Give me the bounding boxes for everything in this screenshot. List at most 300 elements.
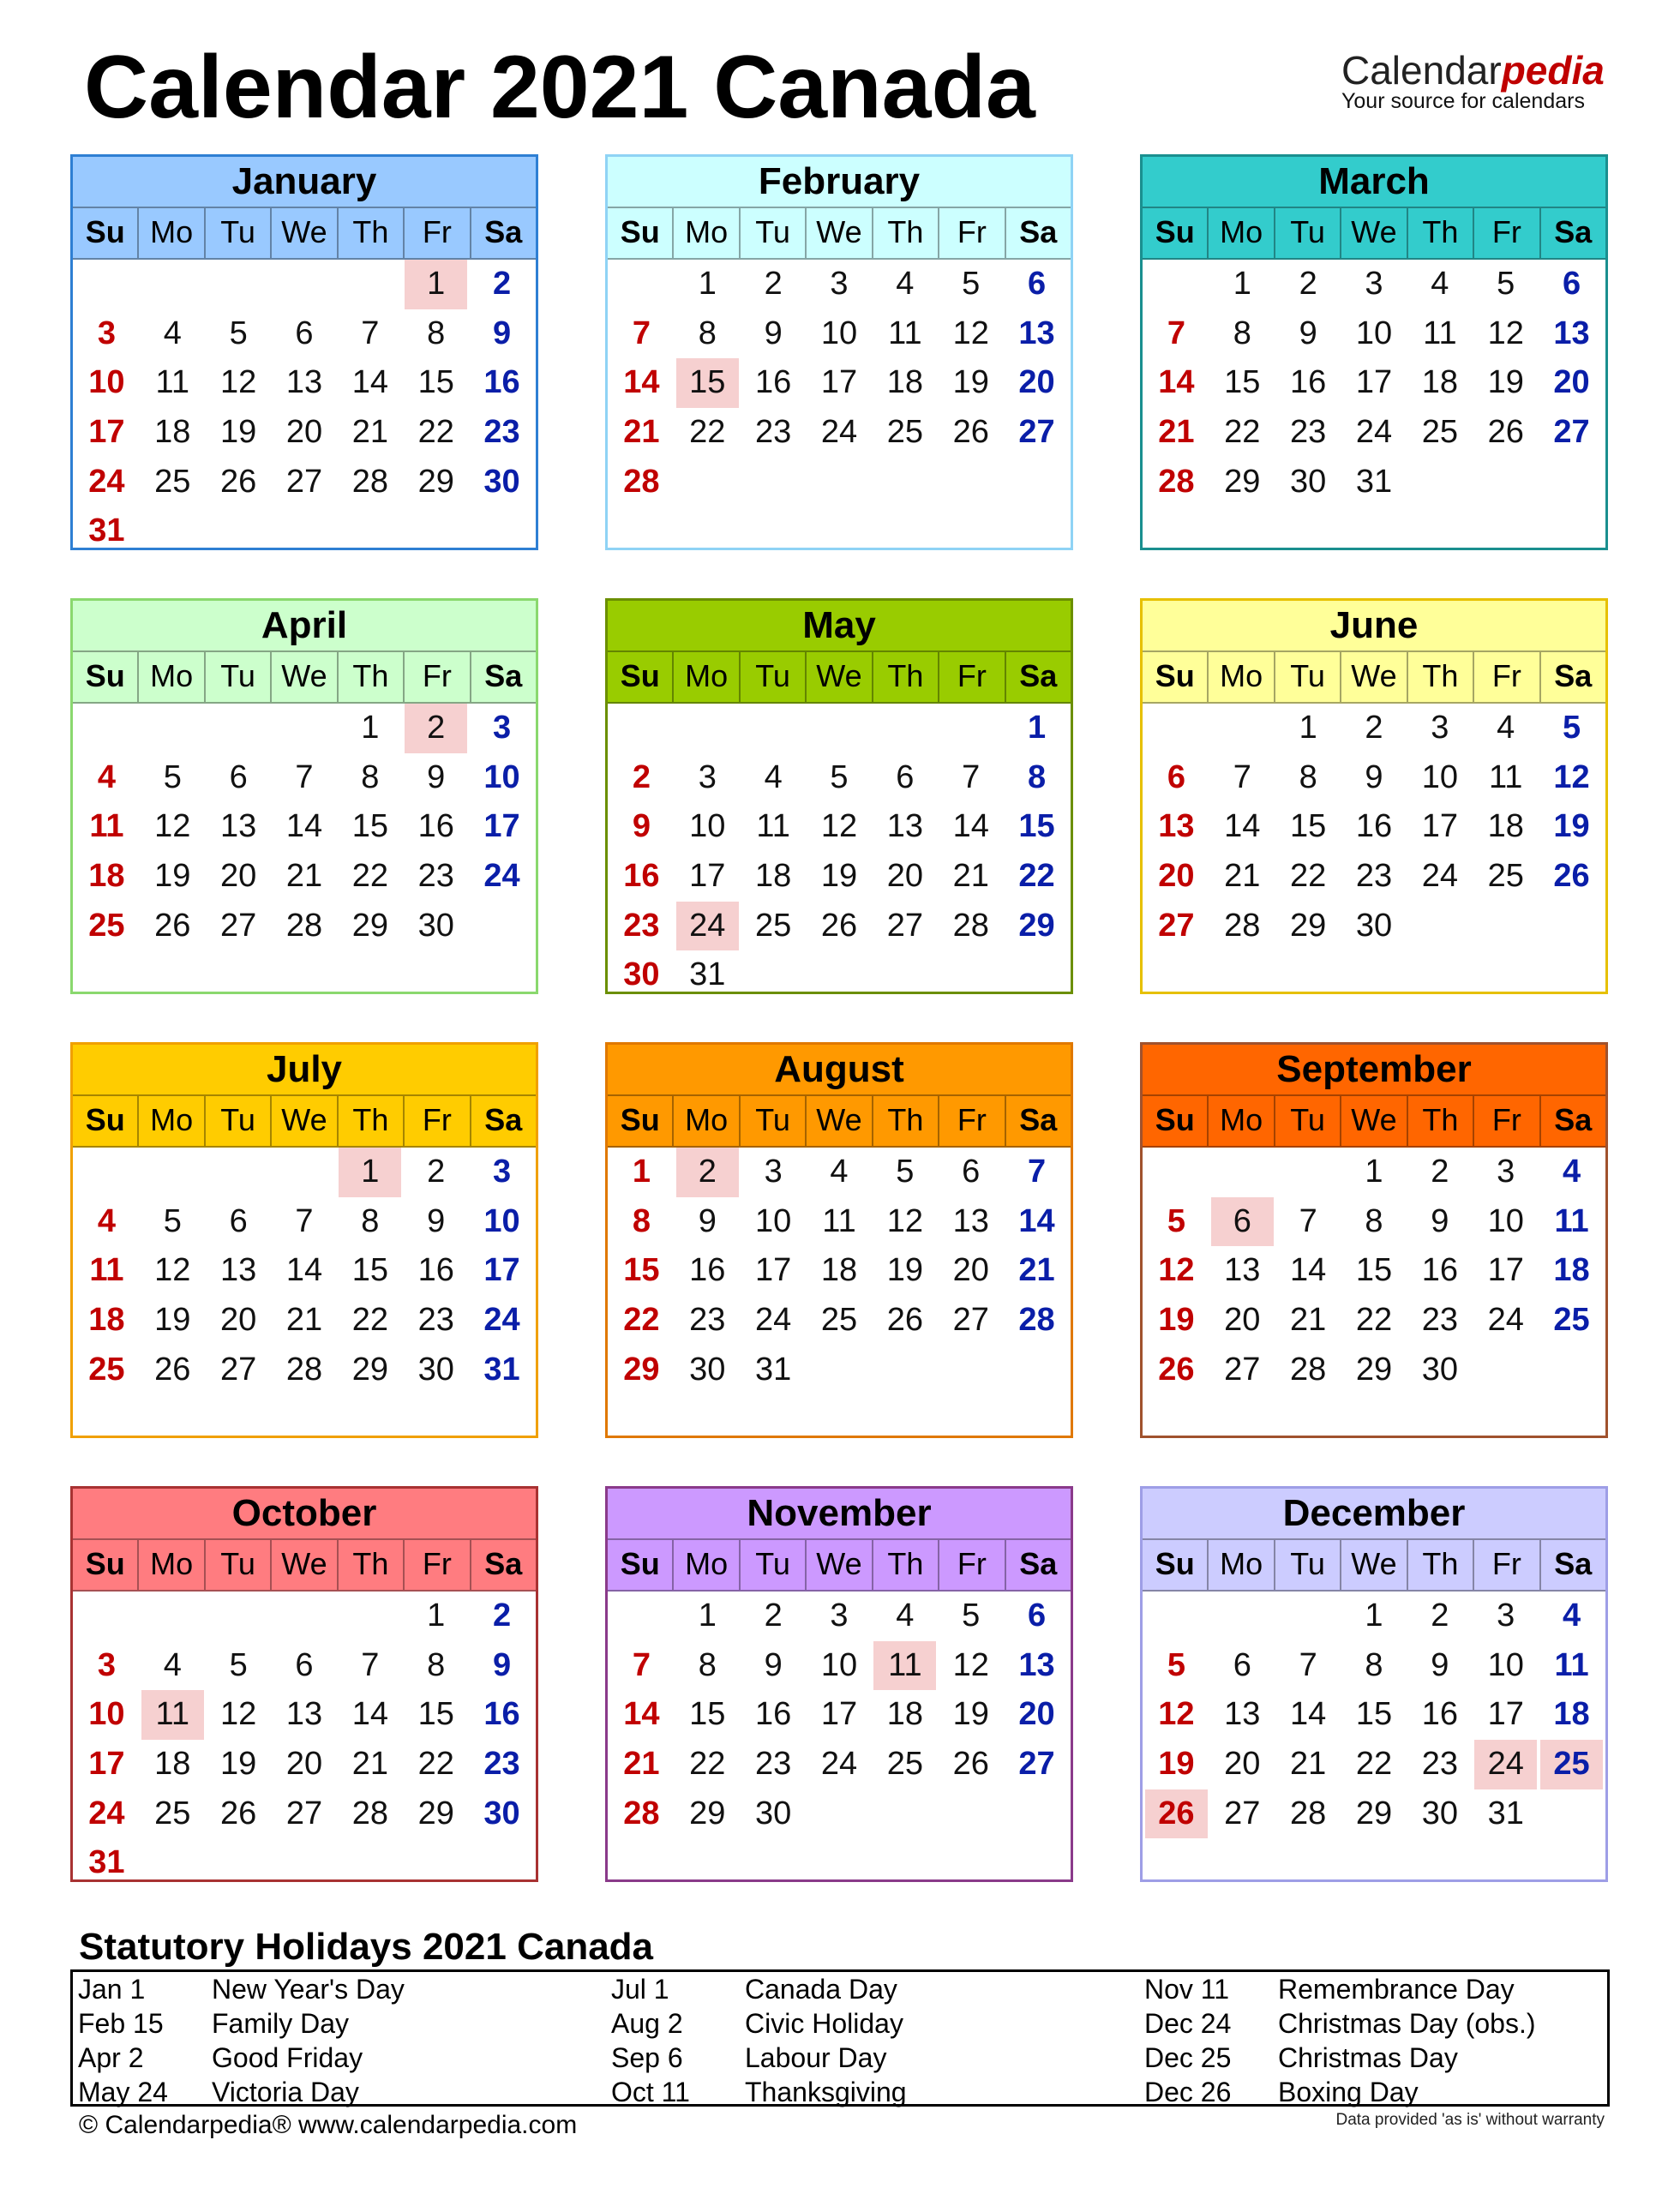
day-cell[interactable]: 26 (952, 1746, 989, 1783)
day-cell[interactable]: 17 (820, 364, 858, 401)
day-cell[interactable]: 10 (1487, 1202, 1524, 1239)
day-cell[interactable]: 19 (219, 414, 257, 451)
day-cell[interactable]: 28 (1018, 1302, 1055, 1339)
day-cell[interactable]: 28 (952, 907, 989, 944)
day-cell[interactable]: 7 (361, 315, 380, 351)
day-cell[interactable]: 21 (1158, 414, 1195, 451)
day-cell[interactable]: 30 (483, 463, 520, 500)
day-cell[interactable]: 23 (1355, 858, 1393, 895)
day-cell[interactable]: 18 (1487, 808, 1524, 845)
day-cell[interactable]: 12 (219, 1696, 257, 1733)
day-cell[interactable]: 31 (754, 1351, 792, 1388)
day-cell[interactable]: 4 (1562, 1154, 1581, 1190)
day-cell[interactable]: 19 (1553, 808, 1590, 845)
day-cell[interactable]: 27 (219, 1351, 257, 1388)
day-cell[interactable]: 15 (351, 1252, 388, 1289)
day-cell[interactable]: 17 (1487, 1252, 1524, 1289)
day-cell[interactable]: 21 (351, 414, 388, 451)
day-cell[interactable]: 27 (285, 1795, 323, 1831)
day-cell[interactable]: 2 (632, 758, 651, 795)
day-cell[interactable]: 7 (1233, 758, 1251, 795)
day-cell[interactable]: 3 (97, 1646, 116, 1683)
day-cell[interactable]: 29 (417, 1795, 454, 1831)
day-cell[interactable]: 11 (756, 808, 790, 845)
day-cell[interactable]: 6 (1562, 266, 1581, 302)
day-cell[interactable]: 25 (154, 1795, 191, 1831)
day-cell[interactable]: 14 (952, 808, 989, 845)
day-cell[interactable]: 19 (1487, 364, 1524, 401)
day-cell[interactable]: 8 (1365, 1202, 1383, 1239)
day-cell[interactable]: 9 (632, 808, 651, 845)
day-cell[interactable]: 24 (88, 463, 125, 500)
day-cell[interactable]: 2 (1365, 710, 1383, 746)
day-cell[interactable]: 16 (417, 808, 454, 845)
day-cell[interactable]: 3 (1497, 1154, 1515, 1190)
footer-copyright[interactable]: © Calendarpedia® www.calendarpedia.com (79, 2111, 578, 2139)
day-cell[interactable]: 3 (1365, 266, 1383, 302)
day-cell[interactable]: 9 (427, 1202, 446, 1239)
day-cell[interactable]: 15 (1355, 1252, 1393, 1289)
day-cell[interactable]: 22 (351, 1302, 388, 1339)
day-cell[interactable]: 8 (1027, 758, 1047, 795)
day-cell[interactable]: 8 (427, 315, 446, 351)
day-cell[interactable]: 30 (1355, 907, 1393, 944)
day-cell[interactable]: 13 (1224, 1696, 1261, 1733)
day-cell[interactable]: 7 (295, 758, 314, 795)
day-cell[interactable]: 20 (1158, 858, 1195, 895)
day-cell[interactable]: 15 (689, 1696, 726, 1733)
day-cell[interactable]: 1 (1299, 710, 1317, 746)
day-cell[interactable]: 6 (1027, 266, 1047, 302)
day-cell[interactable]: 26 (154, 1351, 191, 1388)
day-cell[interactable]: 30 (754, 1795, 792, 1831)
day-cell[interactable]: 22 (1018, 858, 1055, 895)
day-cell[interactable]: 11 (89, 1252, 124, 1289)
day-cell[interactable]: 24 (754, 1302, 792, 1339)
day-cell[interactable]: 20 (952, 1252, 989, 1289)
day-cell[interactable]: 25 (754, 907, 792, 944)
day-cell[interactable]: 11 (1554, 1646, 1589, 1683)
day-cell[interactable]: 18 (154, 414, 191, 451)
day-cell[interactable]: 3 (1431, 710, 1449, 746)
day-cell[interactable]: 30 (1421, 1351, 1458, 1388)
day-cell[interactable]: 6 (229, 758, 248, 795)
day-cell[interactable]: 9 (492, 1646, 512, 1683)
day-cell[interactable]: 2 (764, 266, 783, 302)
day-cell[interactable]: 30 (417, 1351, 454, 1388)
day-cell[interactable]: 7 (1167, 315, 1185, 351)
day-cell[interactable]: 23 (417, 858, 454, 895)
day-cell[interactable]: 8 (361, 1202, 380, 1239)
day-cell[interactable]: 24 (483, 1302, 520, 1339)
day-cell[interactable]: 23 (689, 1302, 726, 1339)
day-cell[interactable]: 8 (1299, 758, 1317, 795)
day-cell[interactable]: 23 (754, 1746, 792, 1783)
day-cell[interactable]: 7 (1299, 1646, 1317, 1683)
day-cell[interactable]: 20 (285, 414, 323, 451)
day-cell[interactable]: 13 (285, 364, 323, 401)
day-cell[interactable]: 15 (351, 808, 388, 845)
day-cell[interactable]: 12 (154, 808, 191, 845)
day-cell[interactable]: 3 (492, 710, 512, 746)
day-cell[interactable]: 21 (285, 1302, 323, 1339)
day-cell[interactable]: 20 (886, 858, 923, 895)
day-cell[interactable]: 27 (1158, 907, 1195, 944)
day-cell[interactable]: 19 (820, 858, 858, 895)
day-cell[interactable]: 5 (962, 266, 981, 302)
day-cell[interactable]: 13 (1018, 1646, 1055, 1683)
day-cell[interactable]: 4 (97, 1202, 116, 1239)
day-cell[interactable]: 17 (1487, 1696, 1524, 1733)
day-cell[interactable]: 22 (689, 1746, 726, 1783)
day-cell[interactable]: 15 (623, 1252, 660, 1289)
day-cell[interactable]: 19 (886, 1252, 923, 1289)
holiday-day-cell[interactable]: 24 (676, 902, 739, 951)
day-cell[interactable]: 20 (219, 1302, 257, 1339)
day-cell[interactable]: 10 (754, 1202, 792, 1239)
day-cell[interactable]: 24 (88, 1795, 125, 1831)
day-cell[interactable]: 19 (1158, 1746, 1195, 1783)
day-cell[interactable]: 26 (219, 463, 257, 500)
day-cell[interactable]: 9 (764, 315, 783, 351)
day-cell[interactable]: 11 (155, 364, 189, 401)
day-cell[interactable]: 25 (886, 1746, 923, 1783)
day-cell[interactable]: 26 (1487, 414, 1524, 451)
day-cell[interactable]: 29 (1018, 907, 1055, 944)
day-cell[interactable]: 22 (417, 1746, 454, 1783)
day-cell[interactable]: 6 (1027, 1598, 1047, 1634)
day-cell[interactable]: 11 (1554, 1202, 1589, 1239)
day-cell[interactable]: 30 (623, 956, 660, 993)
day-cell[interactable]: 1 (1233, 266, 1251, 302)
day-cell[interactable]: 6 (295, 1646, 314, 1683)
day-cell[interactable]: 22 (1289, 858, 1327, 895)
day-cell[interactable]: 26 (154, 907, 191, 944)
holiday-day-cell[interactable]: 6 (1211, 1197, 1274, 1247)
day-cell[interactable]: 15 (417, 364, 454, 401)
day-cell[interactable]: 12 (952, 1646, 989, 1683)
day-cell[interactable]: 1 (632, 1154, 651, 1190)
day-cell[interactable]: 20 (1224, 1302, 1261, 1339)
day-cell[interactable]: 22 (417, 414, 454, 451)
day-cell[interactable]: 21 (623, 1746, 660, 1783)
day-cell[interactable]: 17 (88, 414, 125, 451)
day-cell[interactable]: 19 (219, 1746, 257, 1783)
holiday-day-cell[interactable]: 2 (405, 704, 467, 753)
day-cell[interactable]: 10 (820, 315, 858, 351)
day-cell[interactable]: 23 (483, 1746, 520, 1783)
day-cell[interactable]: 7 (1027, 1154, 1047, 1190)
day-cell[interactable]: 24 (483, 858, 520, 895)
day-cell[interactable]: 28 (285, 1351, 323, 1388)
day-cell[interactable]: 8 (632, 1202, 651, 1239)
holiday-day-cell[interactable]: 24 (1474, 1740, 1537, 1789)
day-cell[interactable]: 14 (623, 1696, 660, 1733)
day-cell[interactable]: 28 (623, 463, 660, 500)
day-cell[interactable]: 3 (698, 758, 717, 795)
day-cell[interactable]: 2 (1431, 1154, 1449, 1190)
day-cell[interactable]: 16 (689, 1252, 726, 1289)
day-cell[interactable]: 6 (295, 315, 314, 351)
day-cell[interactable]: 24 (820, 414, 858, 451)
day-cell[interactable]: 7 (632, 315, 651, 351)
day-cell[interactable]: 25 (154, 463, 191, 500)
day-cell[interactable]: 21 (1224, 858, 1261, 895)
day-cell[interactable]: 1 (1027, 710, 1047, 746)
day-cell[interactable]: 13 (219, 1252, 257, 1289)
day-cell[interactable]: 23 (1289, 414, 1327, 451)
day-cell[interactable]: 26 (952, 414, 989, 451)
day-cell[interactable]: 8 (698, 1646, 717, 1683)
day-cell[interactable]: 20 (1018, 1696, 1055, 1733)
day-cell[interactable]: 29 (351, 1351, 388, 1388)
day-cell[interactable]: 21 (285, 858, 323, 895)
day-cell[interactable]: 9 (492, 315, 512, 351)
day-cell[interactable]: 21 (1289, 1746, 1327, 1783)
day-cell[interactable]: 14 (623, 364, 660, 401)
day-cell[interactable]: 18 (88, 1302, 125, 1339)
day-cell[interactable]: 6 (1233, 1646, 1251, 1683)
day-cell[interactable]: 18 (1421, 364, 1458, 401)
day-cell[interactable]: 4 (1497, 710, 1515, 746)
day-cell[interactable]: 27 (1553, 414, 1590, 451)
day-cell[interactable]: 12 (1553, 758, 1590, 795)
day-cell[interactable]: 7 (295, 1202, 314, 1239)
holiday-day-cell[interactable]: 11 (141, 1690, 204, 1740)
day-cell[interactable]: 8 (361, 758, 380, 795)
day-cell[interactable]: 18 (154, 1746, 191, 1783)
day-cell[interactable]: 13 (1224, 1252, 1261, 1289)
day-cell[interactable]: 7 (1299, 1202, 1317, 1239)
day-cell[interactable]: 22 (623, 1302, 660, 1339)
day-cell[interactable]: 6 (896, 758, 915, 795)
day-cell[interactable]: 12 (886, 1202, 923, 1239)
day-cell[interactable]: 15 (1224, 364, 1261, 401)
day-cell[interactable]: 29 (623, 1351, 660, 1388)
day-cell[interactable]: 24 (1421, 858, 1458, 895)
day-cell[interactable]: 16 (1355, 808, 1393, 845)
day-cell[interactable]: 26 (219, 1795, 257, 1831)
day-cell[interactable]: 12 (1158, 1252, 1195, 1289)
day-cell[interactable]: 15 (417, 1696, 454, 1733)
day-cell[interactable]: 20 (1553, 364, 1590, 401)
day-cell[interactable]: 14 (1018, 1202, 1055, 1239)
day-cell[interactable]: 9 (1431, 1646, 1449, 1683)
day-cell[interactable]: 5 (229, 1646, 248, 1683)
day-cell[interactable]: 14 (1158, 364, 1195, 401)
day-cell[interactable]: 29 (689, 1795, 726, 1831)
day-cell[interactable]: 23 (623, 907, 660, 944)
day-cell[interactable]: 17 (483, 1252, 520, 1289)
day-cell[interactable]: 15 (1018, 808, 1055, 845)
day-cell[interactable]: 11 (89, 808, 124, 845)
day-cell[interactable]: 10 (483, 1202, 520, 1239)
day-cell[interactable]: 16 (754, 364, 792, 401)
holiday-day-cell[interactable]: 11 (873, 1641, 936, 1691)
day-cell[interactable]: 1 (361, 710, 380, 746)
day-cell[interactable]: 2 (764, 1598, 783, 1634)
day-cell[interactable]: 12 (1487, 315, 1524, 351)
day-cell[interactable]: 28 (1289, 1351, 1327, 1388)
day-cell[interactable]: 26 (886, 1302, 923, 1339)
day-cell[interactable]: 4 (896, 266, 915, 302)
day-cell[interactable]: 5 (163, 1202, 182, 1239)
day-cell[interactable]: 6 (229, 1202, 248, 1239)
day-cell[interactable]: 10 (1487, 1646, 1524, 1683)
day-cell[interactable]: 27 (1224, 1795, 1261, 1831)
day-cell[interactable]: 29 (417, 463, 454, 500)
day-cell[interactable]: 5 (1167, 1646, 1185, 1683)
day-cell[interactable]: 26 (820, 907, 858, 944)
day-cell[interactable]: 15 (1355, 1696, 1393, 1733)
day-cell[interactable]: 20 (1018, 364, 1055, 401)
day-cell[interactable]: 31 (483, 1351, 520, 1388)
day-cell[interactable]: 16 (623, 858, 660, 895)
day-cell[interactable]: 16 (483, 1696, 520, 1733)
day-cell[interactable]: 12 (820, 808, 858, 845)
day-cell[interactable]: 18 (1553, 1252, 1590, 1289)
day-cell[interactable]: 5 (229, 315, 248, 351)
holiday-day-cell[interactable]: 2 (676, 1148, 739, 1197)
day-cell[interactable]: 25 (886, 414, 923, 451)
day-cell[interactable]: 8 (1365, 1646, 1383, 1683)
day-cell[interactable]: 16 (417, 1252, 454, 1289)
day-cell[interactable]: 25 (1421, 414, 1458, 451)
day-cell[interactable]: 19 (952, 1696, 989, 1733)
day-cell[interactable]: 21 (952, 858, 989, 895)
day-cell[interactable]: 8 (1233, 315, 1251, 351)
day-cell[interactable]: 13 (952, 1202, 989, 1239)
day-cell[interactable]: 28 (285, 907, 323, 944)
day-cell[interactable]: 18 (754, 858, 792, 895)
day-cell[interactable]: 17 (88, 1746, 125, 1783)
day-cell[interactable]: 23 (417, 1302, 454, 1339)
day-cell[interactable]: 9 (764, 1646, 783, 1683)
day-cell[interactable]: 13 (1553, 315, 1590, 351)
day-cell[interactable]: 4 (1562, 1598, 1581, 1634)
day-cell[interactable]: 17 (1355, 364, 1393, 401)
day-cell[interactable]: 5 (1167, 1202, 1185, 1239)
day-cell[interactable]: 12 (952, 315, 989, 351)
day-cell[interactable]: 9 (1365, 758, 1383, 795)
day-cell[interactable]: 24 (1487, 1302, 1524, 1339)
day-cell[interactable]: 3 (492, 1154, 512, 1190)
day-cell[interactable]: 11 (822, 1202, 856, 1239)
day-cell[interactable]: 10 (88, 364, 125, 401)
day-cell[interactable]: 9 (1299, 315, 1317, 351)
day-cell[interactable]: 28 (623, 1795, 660, 1831)
day-cell[interactable]: 17 (820, 1696, 858, 1733)
holiday-day-cell[interactable]: 1 (405, 260, 467, 309)
day-cell[interactable]: 4 (163, 315, 182, 351)
day-cell[interactable]: 4 (896, 1598, 915, 1634)
brand-logo[interactable] (1341, 48, 1616, 113)
day-cell[interactable]: 2 (427, 1154, 446, 1190)
day-cell[interactable]: 14 (1289, 1696, 1327, 1733)
day-cell[interactable]: 2 (1299, 266, 1317, 302)
day-cell[interactable]: 31 (1355, 463, 1393, 500)
day-cell[interactable]: 4 (1431, 266, 1449, 302)
day-cell[interactable]: 18 (886, 364, 923, 401)
day-cell[interactable]: 21 (1289, 1302, 1327, 1339)
day-cell[interactable]: 4 (830, 1154, 849, 1190)
day-cell[interactable]: 6 (1167, 758, 1185, 795)
day-cell[interactable]: 17 (483, 808, 520, 845)
day-cell[interactable]: 19 (952, 364, 989, 401)
day-cell[interactable]: 2 (1431, 1598, 1449, 1634)
day-cell[interactable]: 5 (830, 758, 849, 795)
day-cell[interactable]: 27 (1018, 414, 1055, 451)
day-cell[interactable]: 1 (427, 1598, 446, 1634)
day-cell[interactable]: 22 (1355, 1746, 1393, 1783)
day-cell[interactable]: 14 (351, 1696, 388, 1733)
day-cell[interactable]: 31 (1487, 1795, 1524, 1831)
day-cell[interactable]: 11 (1423, 315, 1457, 351)
day-cell[interactable]: 8 (698, 315, 717, 351)
day-cell[interactable]: 16 (1421, 1252, 1458, 1289)
day-cell[interactable]: 12 (1158, 1696, 1195, 1733)
day-cell[interactable]: 24 (1355, 414, 1393, 451)
day-cell[interactable]: 14 (1289, 1252, 1327, 1289)
day-cell[interactable]: 28 (1224, 907, 1261, 944)
day-cell[interactable]: 22 (689, 414, 726, 451)
day-cell[interactable]: 26 (1553, 858, 1590, 895)
day-cell[interactable]: 23 (1421, 1746, 1458, 1783)
day-cell[interactable]: 18 (886, 1696, 923, 1733)
holiday-day-cell[interactable]: 1 (339, 1148, 401, 1197)
day-cell[interactable]: 1 (698, 266, 717, 302)
day-cell[interactable]: 27 (219, 907, 257, 944)
day-cell[interactable]: 23 (1421, 1302, 1458, 1339)
holiday-day-cell[interactable]: 26 (1145, 1789, 1208, 1839)
day-cell[interactable]: 30 (1289, 463, 1327, 500)
day-cell[interactable]: 30 (689, 1351, 726, 1388)
day-cell[interactable]: 27 (886, 907, 923, 944)
day-cell[interactable]: 26 (1158, 1351, 1195, 1388)
day-cell[interactable]: 13 (285, 1696, 323, 1733)
day-cell[interactable]: 5 (896, 1154, 915, 1190)
day-cell[interactable]: 9 (698, 1202, 717, 1239)
day-cell[interactable]: 2 (492, 1598, 512, 1634)
day-cell[interactable]: 24 (820, 1746, 858, 1783)
day-cell[interactable]: 22 (1355, 1302, 1393, 1339)
day-cell[interactable]: 19 (1158, 1302, 1195, 1339)
day-cell[interactable]: 30 (417, 907, 454, 944)
day-cell[interactable]: 13 (1158, 808, 1195, 845)
day-cell[interactable]: 11 (1488, 758, 1523, 795)
day-cell[interactable]: 13 (1018, 315, 1055, 351)
day-cell[interactable]: 3 (1497, 1598, 1515, 1634)
day-cell[interactable]: 29 (1289, 907, 1327, 944)
day-cell[interactable]: 29 (351, 907, 388, 944)
day-cell[interactable]: 11 (888, 315, 922, 351)
day-cell[interactable]: 5 (1562, 710, 1581, 746)
day-cell[interactable]: 14 (351, 364, 388, 401)
day-cell[interactable]: 7 (361, 1646, 380, 1683)
day-cell[interactable]: 10 (1421, 758, 1458, 795)
day-cell[interactable]: 22 (1224, 414, 1261, 451)
day-cell[interactable]: 13 (886, 808, 923, 845)
day-cell[interactable]: 3 (764, 1154, 783, 1190)
day-cell[interactable]: 31 (88, 513, 125, 549)
day-cell[interactable]: 17 (1421, 808, 1458, 845)
day-cell[interactable]: 3 (830, 266, 849, 302)
day-cell[interactable]: 4 (163, 1646, 182, 1683)
day-cell[interactable]: 1 (1365, 1598, 1383, 1634)
day-cell[interactable]: 28 (1158, 463, 1195, 500)
day-cell[interactable]: 16 (1421, 1696, 1458, 1733)
day-cell[interactable]: 7 (962, 758, 981, 795)
